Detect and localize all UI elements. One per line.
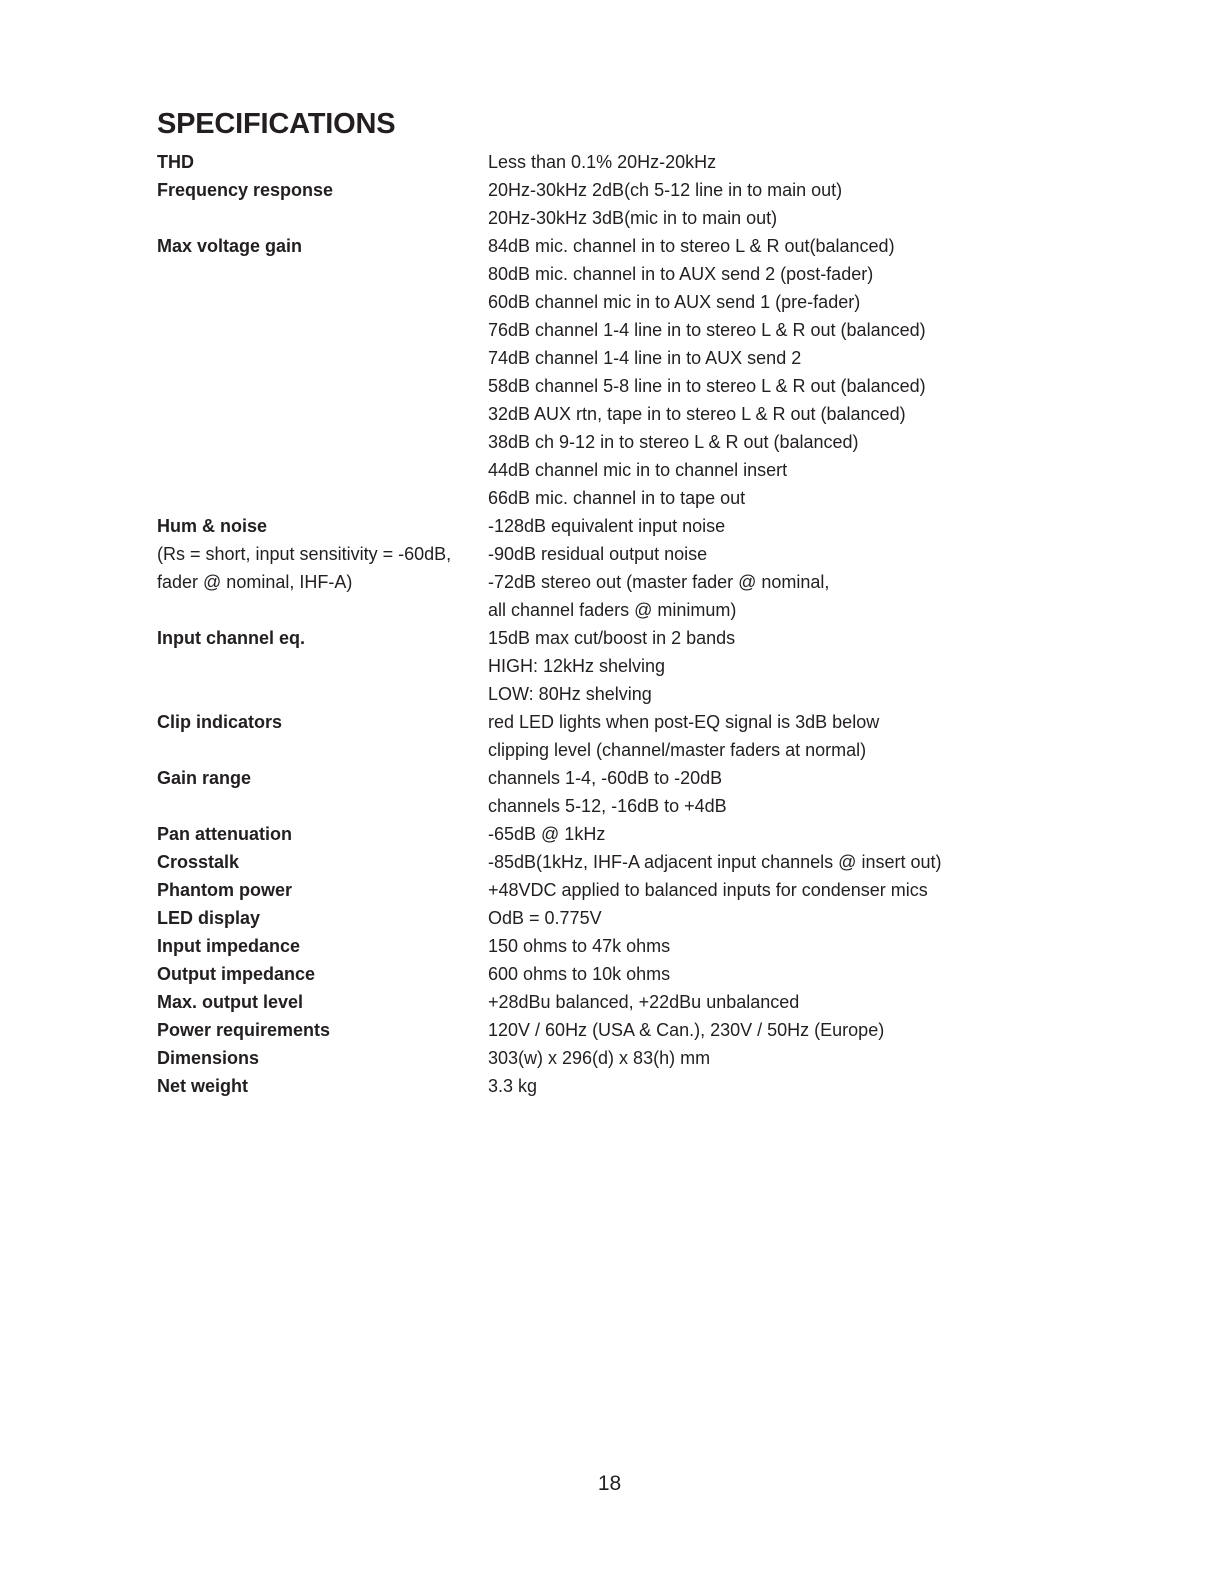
spec-values: [488, 176, 1117, 232]
spec-label: [157, 176, 488, 204]
page-title: SPECIFICATIONS: [157, 108, 396, 140]
spec-label: [157, 848, 488, 876]
spec-label: [157, 988, 488, 1016]
spec-value: LOW: 80Hz shelving: [488, 684, 652, 704]
spec-row: [157, 960, 1117, 988]
spec-label: [157, 1016, 488, 1044]
spec-value: 303(w) x 296(d) x 83(h) mm: [488, 1048, 711, 1068]
spec-value: 66dB mic. channel in to tape out: [488, 488, 746, 508]
spec-label: [157, 904, 488, 932]
spec-value: 20Hz-30kHz 3dB(mic in to main out): [488, 208, 778, 228]
spec-value: channels 5-12, -16dB to +4dB: [488, 796, 727, 816]
spec-value: 74dB channel 1-4 line in to AUX send 2: [488, 348, 802, 368]
spec-label: [157, 932, 488, 960]
spec-name: LED display: [157, 908, 261, 928]
spec-value: +48VDC applied to balanced inputs for condenser mics: [488, 880, 928, 900]
spec-value: 120V / 60Hz (USA & Can.), 230V / 50Hz (Europe): [488, 1020, 885, 1040]
spec-value: 600 ohms to 10k ohms: [488, 964, 671, 984]
spec-values: [488, 932, 1117, 960]
spec-value: 32dB AUX rtn, tape in to stereo L & R out (balanced): [488, 404, 906, 424]
specifications-table: [157, 148, 1117, 1100]
spec-value: 58dB channel 5-8 line in to stereo L & R out (balanced): [488, 376, 926, 396]
spec-value: -90dB residual output noise: [488, 544, 708, 564]
spec-label: [157, 1044, 488, 1072]
spec-row: [157, 176, 1117, 232]
spec-row: [157, 1044, 1117, 1072]
spec-values: [488, 708, 1117, 764]
spec-name: Output impedance: [157, 964, 316, 984]
spec-label: [157, 232, 488, 260]
spec-value: -72dB stereo out (master fader @ nominal,: [488, 572, 830, 592]
spec-values: [488, 764, 1117, 820]
spec-value: +28dBu balanced, +22dBu unbalanced: [488, 992, 800, 1012]
spec-value: -65dB @ 1kHz: [488, 824, 606, 844]
spec-value: 38dB ch 9-12 in to stereo L & R out (balanced): [488, 432, 859, 452]
spec-name: Input impedance: [157, 936, 301, 956]
spec-values: [488, 232, 1117, 512]
spec-row: [157, 932, 1117, 960]
spec-name: Power requirements: [157, 1020, 331, 1040]
spec-value: Less than 0.1% 20Hz-20kHz: [488, 152, 717, 172]
spec-label: [157, 960, 488, 988]
spec-values: [488, 148, 1117, 176]
spec-value: 76dB channel 1-4 line in to stereo L & R out (balanced): [488, 320, 926, 340]
spec-row: [157, 764, 1117, 820]
spec-value: OdB = 0.775V: [488, 908, 602, 928]
spec-value: HIGH: 12kHz shelving: [488, 656, 666, 676]
spec-value: channels 1-4, -60dB to -20dB: [488, 768, 723, 788]
spec-value: 3.3 kg: [488, 1076, 538, 1096]
spec-value: red LED lights when post-EQ signal is 3dB below: [488, 712, 880, 732]
spec-row: [157, 624, 1117, 708]
spec-values: [488, 876, 1117, 904]
spec-label: [157, 764, 488, 792]
spec-label: [157, 820, 488, 848]
spec-row: [157, 1016, 1117, 1044]
spec-row: [157, 1072, 1117, 1100]
spec-value: 150 ohms to 47k ohms: [488, 936, 671, 956]
spec-value: clipping level (channel/master faders at normal): [488, 740, 867, 760]
spec-value: 80dB mic. channel in to AUX send 2 (post-fader): [488, 264, 874, 284]
spec-name: Dimensions: [157, 1048, 260, 1068]
spec-values: [488, 960, 1117, 988]
spec-name: Frequency response: [157, 180, 334, 200]
spec-name: Input channel eq.: [157, 628, 306, 648]
spec-row: [157, 232, 1117, 512]
spec-name: Hum & noise: [157, 516, 268, 536]
spec-row: [157, 904, 1117, 932]
spec-label: [157, 512, 488, 596]
spec-label: [157, 148, 488, 176]
spec-label: [157, 624, 488, 652]
spec-row: [157, 708, 1117, 764]
spec-value: all channel faders @ minimum): [488, 600, 737, 620]
spec-values: [488, 1016, 1117, 1044]
spec-name: Pan attenuation: [157, 824, 293, 844]
spec-name: THD: [157, 152, 194, 172]
spec-name: Gain range: [157, 768, 252, 788]
spec-values: [488, 988, 1117, 1016]
spec-values: [488, 848, 1117, 876]
spec-values: [488, 904, 1117, 932]
spec-values: [488, 512, 1117, 624]
spec-value: 84dB mic. channel in to stereo L & R out(balanced): [488, 236, 895, 256]
spec-row: [157, 876, 1117, 904]
spec-row: [157, 512, 1117, 624]
spec-value: -128dB equivalent input noise: [488, 516, 726, 536]
spec-condition: fader @ nominal, IHF-A): [157, 572, 353, 592]
spec-value: 60dB channel mic in to AUX send 1 (pre-fader): [488, 292, 861, 312]
spec-name: Max voltage gain: [157, 236, 303, 256]
spec-value: -85dB(1kHz, IHF-A adjacent input channels @ insert out): [488, 852, 942, 872]
spec-value: 20Hz-30kHz 2dB(ch 5-12 line in to main out): [488, 180, 843, 200]
spec-name: Crosstalk: [157, 852, 240, 872]
spec-row: [157, 988, 1117, 1016]
spec-values: [488, 624, 1117, 708]
spec-values: [488, 1072, 1117, 1100]
page-number: 18: [597, 1472, 622, 1495]
spec-values: [488, 1044, 1117, 1072]
spec-row: [157, 148, 1117, 176]
spec-name: Clip indicators: [157, 712, 283, 732]
spec-value: 15dB max cut/boost in 2 bands: [488, 628, 736, 648]
spec-name: Phantom power: [157, 880, 293, 900]
spec-value: 44dB channel mic in to channel insert: [488, 460, 788, 480]
spec-label: [157, 876, 488, 904]
spec-label: [157, 1072, 488, 1100]
spec-values: [488, 820, 1117, 848]
spec-row: [157, 848, 1117, 876]
spec-row: [157, 820, 1117, 848]
spec-name: Max. output level: [157, 992, 304, 1012]
spec-label: [157, 708, 488, 736]
spec-name: Net weight: [157, 1076, 249, 1096]
spec-condition: (Rs = short, input sensitivity = -60dB,: [157, 544, 452, 564]
